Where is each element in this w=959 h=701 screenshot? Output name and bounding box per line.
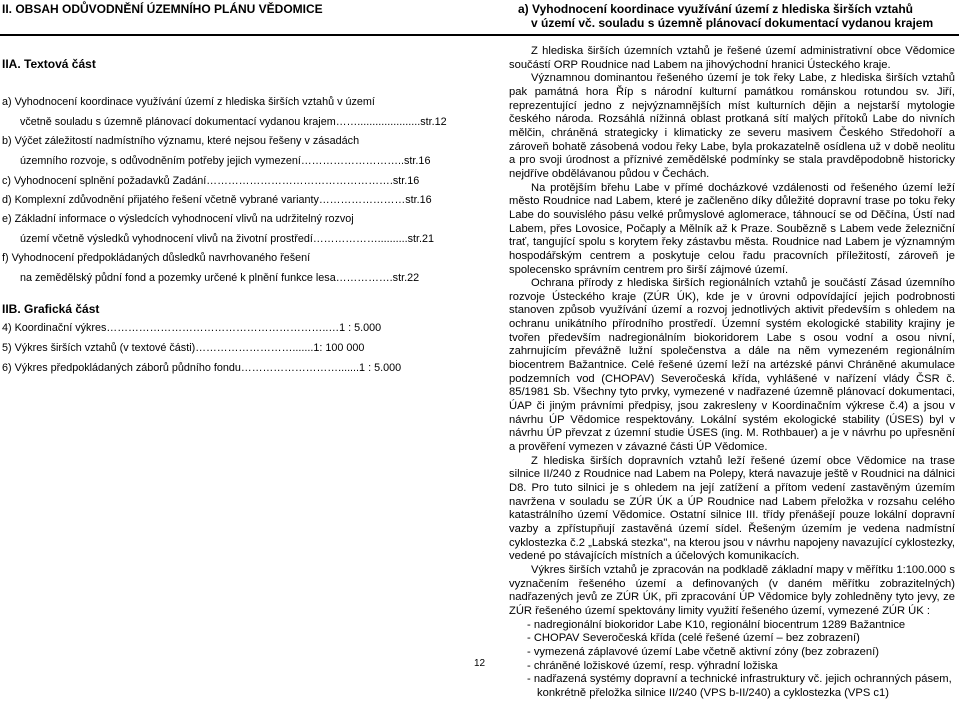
paragraph: Ochrana přírody z hlediska širších regionálních vztahů je součástí Zásad územního rozvoje Ústeckého kraje (ZÚR ÚK), kde je v úrovni odpovídající jejich podrobnosti stanoven způsob využívání území a rozvoj jednotlivých aktivit především s ohledem na ochranu unikátního přírodního prostředí. Územní systém ekologické stability krajiny je tvořen především nadregionálním biokoridorem Labe s osou vodní a osou nivní, zahrnujícím převážně lužní společenstva a dále na něm vymezeném regionálním biocentrem Bažantnice. Celé řešené území leží na artézské pánvi Chráněné akumulace podzemních vod (CHOPAV) Severočeská křída, vyhlášené v nařízení vlády ČSR č. 85/1981 Sb. Všechny tyto prvky, vymezené v nadřazené územně plánovací dokumentaci, ÚAP či jiným právními předpisy, jsou zakresleny v Koordinačním výkrese č.4) a jsou v návrhu ÚP Vědomice respektovány. Lokální systém ekologické stability (ÚSES) byl v návrhu ÚP převzat z územní studie ÚSES (ing. M. Rothbauer) a je v návrhu po upřesnění a prověření vymezen v závazné části ÚP Vědomice. [509,277,955,454]
list-item: - CHOPAV Severočeská křída (celé řešené území – bez zobrazení) [527,632,860,645]
graphics-line: 5) Výkres širších vztahů (v textové části)……………………….......1: 100 000 [2,342,365,354]
header-rule [0,34,959,36]
paragraph: Na protějším břehu Labe v přímé docházkové vzdálenosti od řešeného území leží město Roudnice nad Labem, které je začleněno díky důležité dopravní trase po toku řeky Labe do souvislého pásu velké průmyslové aglomerace, táhnoucí se od Děčína, Ústí nad Labem, přes Lovosice, Počaply a Mělník až k Praze. Soubězně s Labem vede železniční trať, tangující spolu s korytem řeky zástavbu města. Roudnice nad Labem je významným hospodářským centrem a poskytuje celou řadu pracovních příležitostí, zároveň je spolecensko správním centrem pro širší zájmové území. [509,181,955,276]
list-item: - nadřazená systémy dopravní a technické infrastruktury vč. jejich ochranných pásem, [527,673,952,686]
header-right-line1: a) Vyhodnocení koordinace využívání území z hlediska širších vztahů [518,2,914,16]
toc-line: včetně souladu s územně plánovací dokumentací vydanou krajem…….....................str.12 [20,116,447,128]
paragraph: Z hlediska širších dopravních vztahů leží řešené území obce Vědomice na trase silnice II/240 z Roudnice nad Labem na Polepy, která navazuje ještě v Roudnici na dálnici D8. Pro tuto silnici je s ohledem na její zatížení a přítom vedení zastavěným územím navržena v souladu se ZÚR ÚK a ÚP Roudnice nad Labem přeložka v rozsahu celého katastrálního území Vědomice. Ostatní silnice III. třídy přenášejí pouze lokální dopravní vazby a zpřístupňují zastavěná území sídel. Řešeným územím je vedena nadmístní cyklostezka č.2 „Labská stezka", na kterou jsou v návrhu napojeny navazující cyklostezky, vedené po stávajících místních a účelových komunikacích. [509,454,955,563]
list-item: - nadregionální biokoridor Labe K10, regionální biocentrum 1289 Bažantnice [527,618,906,631]
toc-line: a) Vyhodnocení koordinace využívání území z hlediska širších vztahů v území [2,96,375,108]
section-a-title: IIA. Textová část [2,57,96,71]
page-number: 12 [474,658,486,669]
page-header-left: II. OBSAH ODŮVODNĚNÍ ÚZEMNÍHO PLÁNU VĚDOMICE [2,2,323,16]
paragraph: Výkres širších vztahů je zpracován na podkladě základní mapy v měřítku 1:100.000 s vyznačením řešeného území a definovaných (v daném měřítku zobrazitelných) nadřazených jevů ze ZÚR ÚK, při zpracování ÚP Vědomice byly zohledněny tyto jevy, ze ZÚR řešeného území spektovány limity využití řešeného území, vymezené ZÚR ÚK : [509,563,955,617]
list-item-continuation: konkrétně přeložka silnice II/240 (VPS b-II/240) a cyklostezka (VPS c1) [537,686,889,699]
toc-line: na zemědělský půdní fond a pozemky určené k plnění funkce lesa…………….str.22 [20,272,420,284]
toc-line: e) Základní informace o výsledcích vyhodnocení vlivů na udržitelný rozvoj [2,213,354,225]
toc-line: b) Výčet záležitostí nadmístního významu, které nejsou řešeny v zásadách [2,135,360,147]
page-header-right [518,2,954,30]
toc-line: území včetně výsledků vyhodnocení vlivů na životní prostředí………………..........str.21 [20,233,435,245]
list-item: - chráněné ložiskové území, resp. výhradní ložiska [527,659,778,672]
toc-line: c) Vyhodnocení splnění požadavků Zadání…………………………………………….str.16 [2,175,420,187]
body-text-column [509,45,955,701]
section-b-title: IIB. Grafická část [2,302,100,316]
graphics-line: 4) Koordinační výkres……………………………………………………..…1 : 5.000 [2,322,382,334]
list-item: - vymezená záplavové území Labe včetně aktivní zóny (bez zobrazení) [527,645,879,658]
toc-line: d) Komplexní zdůvodnění přijatého řešení včetně vybrané varianty……………………str.16 [2,194,432,206]
paragraph: Z hlediska širších územních vztahů je řešené území administrativní obce Vědomice součástí ORP Roudnice nad Labem na jihovýchodní hranici Ústeckého kraje. [509,45,955,71]
toc-line: územního rozvoje, s odůvodněním potřeby jejich vymezení………………………..str.16 [20,155,431,167]
paragraph: Významnou dominantou řešeného území je tok řeky Labe, z hlediska širších vztahů pak památná hora Říp s národní kulturní památkou románskou rotundou sv. Jiří, reprezentující jedno z nejvýznamnějších míst kulturních dějin a nejstarší mytologie českého národa. Rozsáhlá nížinná oblast protkaná sítí malých přítoků Labe do nivních mělčin, chráněná strategicky i klimaticky ze severu masivem Českého Středohoří a zároveň bohatě zásobená vodou řeky Labe, byla prokazatelně osídlena už v době neolitu a pro svoji úrodnost a příznivé zemědělské podmínky se stala pravděpodobně historicky nejdříve obdělávanou půdou v Čechách. [509,72,955,180]
toc-line: f) Vyhodnocení předpokládaných důsledků navrhovaného řešení [2,252,311,264]
header-right-line2: v území vč. souladu s územně plánovací dokumentací vydanou krajem [531,16,934,30]
graphics-line: 6) Výkres předpokládaných záborů půdního fondu……………………….......1 : 5.000 [2,362,402,374]
